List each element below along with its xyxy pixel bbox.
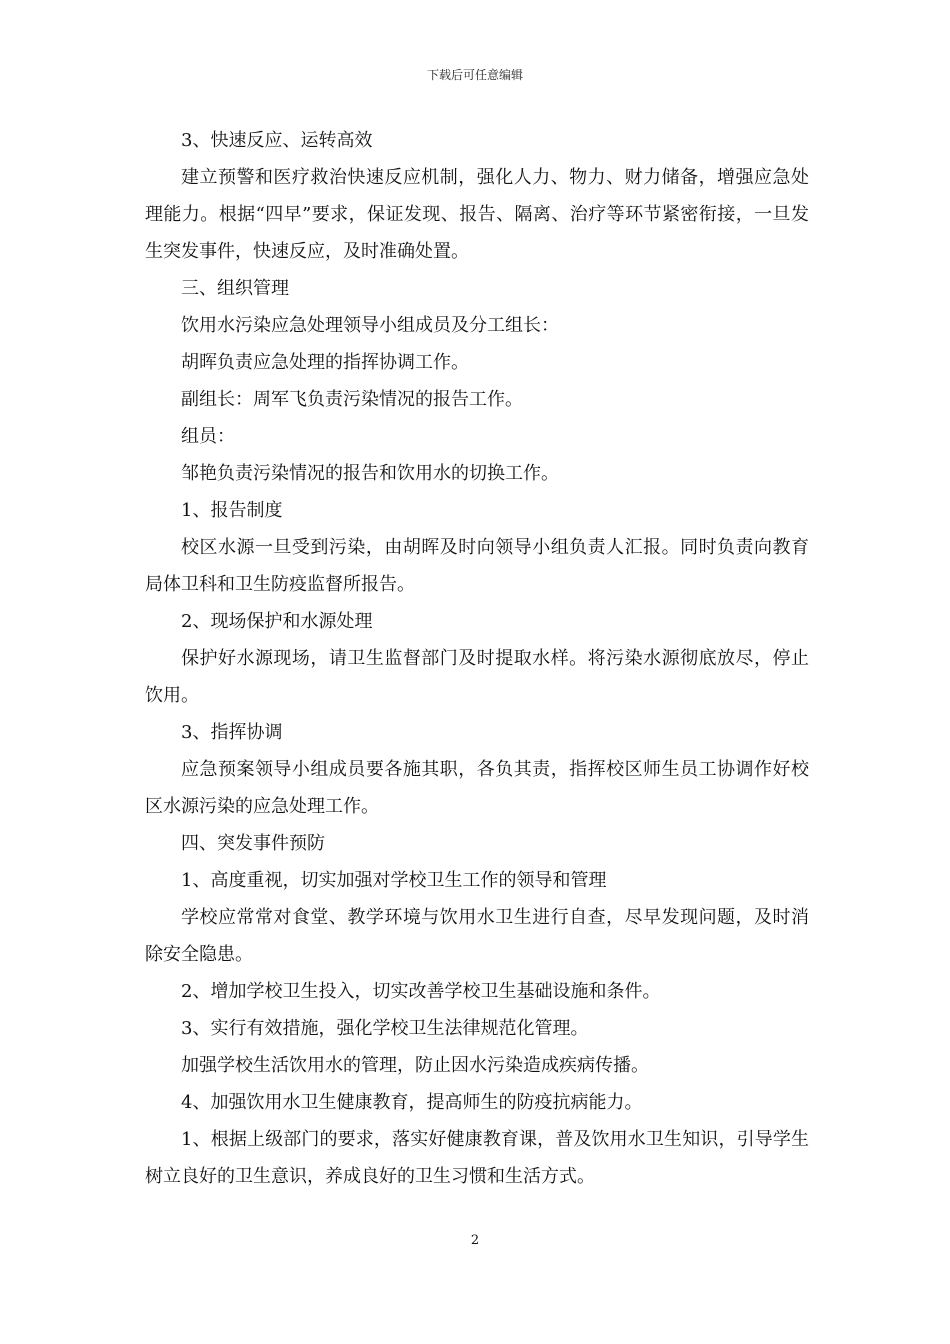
- paragraph: 副组长：周军飞负责污染情况的报告工作。: [181, 389, 523, 410]
- page-header: 下载后可任意编辑: [426, 68, 523, 82]
- subheading: 3、指挥协调: [181, 722, 283, 743]
- paragraph: 1、根据上级部门的要求，落实好健康教育课，普及饮用水卫生知识，引导学生树立良好的卫生意识，养成良好的卫生习惯和生活方式。: [145, 1129, 809, 1187]
- paragraph: 3、快速反应、运转高效: [181, 130, 373, 151]
- paragraph: 组员：: [181, 426, 235, 447]
- page-number: 2: [470, 1233, 480, 1248]
- paragraph: 加强学校生活饮用水的管理，防止因水污染造成疾病传播。: [181, 1055, 649, 1076]
- subheading: 1、报告制度: [181, 500, 283, 521]
- paragraph: 校区水源一旦受到污染，由胡晖及时向领导小组负责人汇报。同时负责向教育局体卫科和卫生防疫监督所报告。: [145, 537, 809, 595]
- paragraph: 保护好水源现场，请卫生监督部门及时提取水样。将污染水源彻底放尽，停止饮用。: [145, 648, 809, 706]
- subheading: 2、现场保护和水源处理: [181, 611, 373, 632]
- subheading: 1、高度重视，切实加强对学校卫生工作的领导和管理: [181, 870, 607, 891]
- document-body: [145, 122, 809, 1195]
- paragraph: 饮用水污染应急处理领导小组成员及分工组长：: [181, 315, 559, 336]
- paragraph: 邹艳负责污染情况的报告和饮用水的切换工作。: [181, 463, 559, 484]
- paragraph: 建立预警和医疗救治快速反应机制，强化人力、物力、财力储备，增强应急处理能力。根据“四早”要求，保证发现、报告、隔离、治疗等环节紧密衔接，一旦发生突发事件，快速反应，及时准确处置。: [145, 167, 809, 262]
- paragraph: 胡晖负责应急处理的指挥协调工作。: [181, 352, 469, 373]
- paragraph: 3、实行有效措施，强化学校卫生法律规范化管理。: [181, 1018, 589, 1039]
- section-heading: 四、突发事件预防: [181, 833, 325, 854]
- paragraph: 4、加强饮用水卫生健康教育，提高师生的防疫抗病能力。: [181, 1092, 643, 1113]
- paragraph: 应急预案领导小组成员要各施其职，各负其责，指挥校区师生员工协调作好校区水源污染的应急处理工作。: [145, 759, 809, 817]
- paragraph: 学校应常常对食堂、教学环境与饮用水卫生进行自查，尽早发现问题，及时消除安全隐患。: [145, 907, 809, 965]
- paragraph: 2、增加学校卫生投入，切实改善学校卫生基础设施和条件。: [181, 981, 661, 1002]
- section-heading: 三、组织管理: [181, 278, 289, 299]
